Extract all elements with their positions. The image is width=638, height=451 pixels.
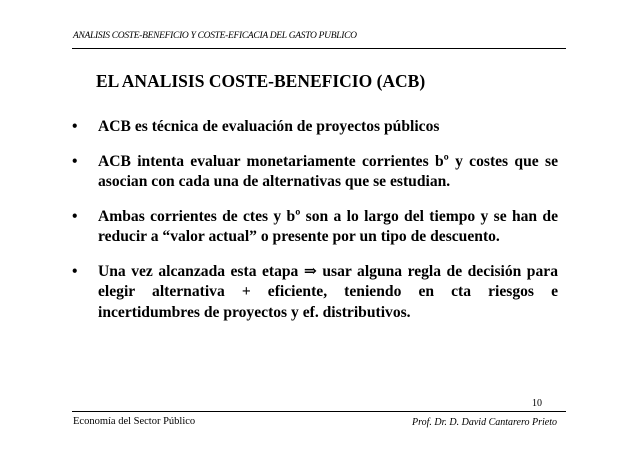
bullet-item [72, 207, 558, 248]
bullet-item [72, 262, 558, 324]
bullet-text: Una vez alcanzada esta etapa ⇒ usar alguna regla de decisión para elegir alternativa + eficiente, teniendo en cta riesgos e incertidumbres de proyectos y ef. distributivos. [98, 262, 558, 321]
bullet-list [72, 117, 558, 337]
bullet-text: ACB intenta evaluar monetariamente corrientes bº y costes que se asocian con cada una de alternativas que se estudian. [98, 152, 558, 190]
footer-course: Economía del Sector Público [73, 416, 196, 427]
bullet-icon: • [72, 152, 78, 170]
bullet-icon: • [72, 207, 78, 225]
bullet-item [72, 152, 558, 193]
bullet-icon: • [72, 118, 78, 135]
bullet-item [72, 117, 558, 138]
slide-title: EL ANALISIS COSTE-BENEFICIO (ACB) [96, 71, 426, 91]
bullet-text: ACB es técnica de evaluación de proyectos públicos [98, 118, 440, 135]
footer-divider [72, 411, 566, 412]
page-number: 10 [532, 398, 542, 409]
header-divider [72, 48, 566, 49]
bullet-text: Ambas corrientes de ctes y bº son a lo largo del tiempo y se han de reducir a “valor actual” o presente por un tipo de descuento. [98, 207, 558, 245]
running-header: ANALISIS COSTE-BENEFICIO Y COSTE-EFICACIA DEL GASTO PUBLICO [73, 31, 357, 41]
bullet-icon: • [72, 262, 78, 280]
footer-author: Prof. Dr. D. David Cantarero Prieto [412, 417, 557, 428]
